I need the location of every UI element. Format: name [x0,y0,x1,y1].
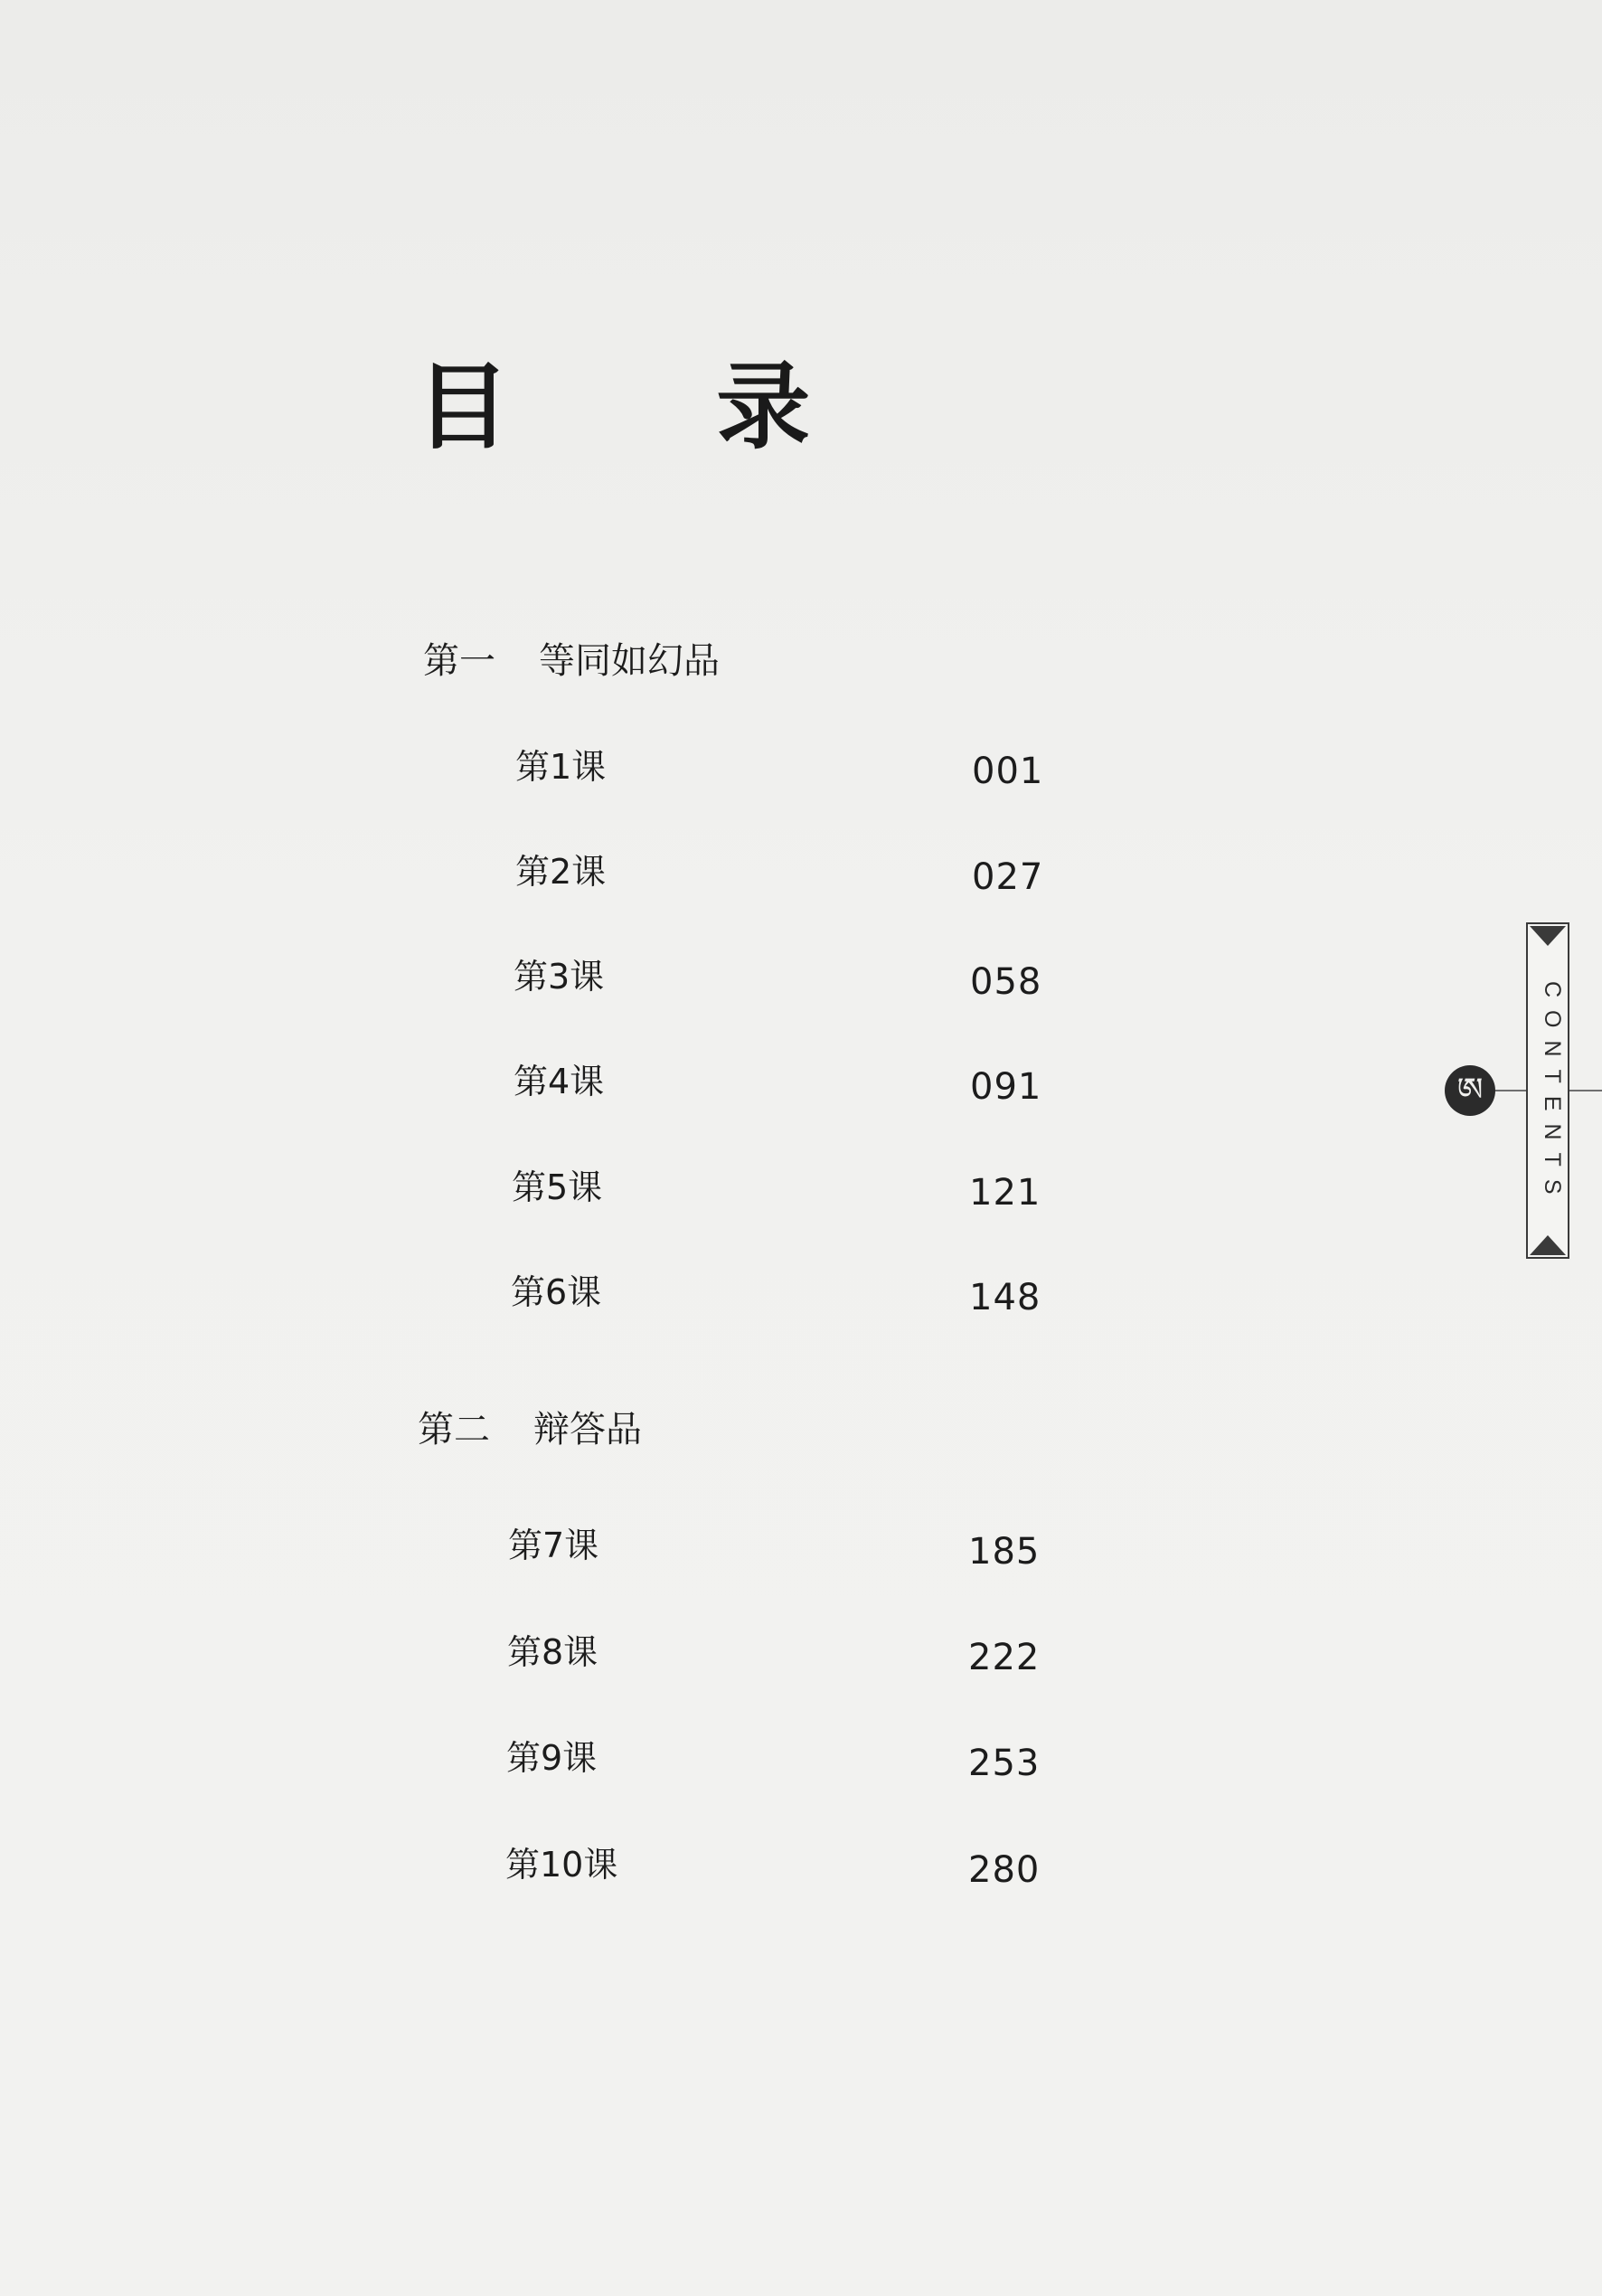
toc-title: 目 录 [416,351,898,462]
toc-entry-page: 185 [968,1531,1041,1573]
toc-entry-label: 第2课 [515,852,607,892]
chapter-number: 第一 [423,640,495,682]
toc-entry-page: 027 [972,856,1044,898]
toc-entry-page: 121 [969,1172,1041,1214]
chapter-number: 第二 [418,1409,490,1450]
chapter-name: 等同如幻品 [539,640,720,682]
toc-entry-label: 第6课 [511,1272,602,1312]
toc-entry-page: 280 [968,1849,1041,1891]
toc-entry-label: 第1课 [515,747,607,787]
toc-entry-label: 第5课 [512,1167,603,1207]
toc-entry-page: 001 [972,751,1044,792]
tibetan-syllable-icon: ཨ [1445,1065,1495,1116]
toc-entry-label: 第7课 [508,1526,599,1565]
toc-entry-page: 222 [968,1637,1041,1678]
chapter-name: 辩答品 [533,1409,642,1450]
toc-entry-label: 第4课 [514,1062,605,1101]
toc-entry-page: 091 [970,1066,1042,1108]
side-tab-label: CONTENTS [1540,981,1565,1207]
toc-entry-page: 253 [968,1743,1041,1784]
toc-entry-label: 第9课 [506,1738,598,1778]
toc-entry-label: 第3课 [514,957,605,997]
toc-entry-label: 第8课 [507,1632,598,1672]
toc-entry-page: 058 [970,961,1042,1003]
toc-entry-page: 148 [969,1277,1041,1318]
chapter-heading-1 [423,640,720,682]
chapter-heading-2 [418,1409,642,1450]
toc-entry-label: 第10课 [505,1845,618,1885]
